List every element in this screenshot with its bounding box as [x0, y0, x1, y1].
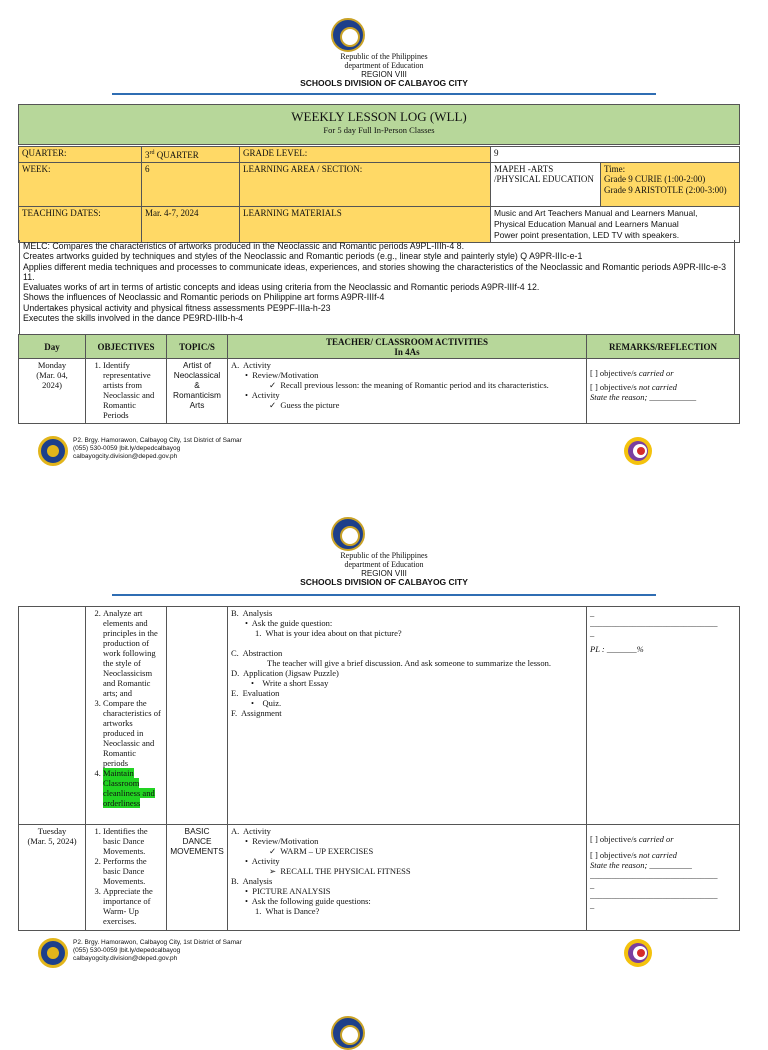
monday-objectives [86, 359, 167, 424]
tuesday-day [19, 825, 86, 931]
lesson-log-table [18, 104, 740, 145]
republic-text: Republic of the Philippines [340, 551, 428, 560]
tuesday-label: Tuesday [37, 826, 67, 836]
deped-text: department of Education [344, 560, 424, 569]
log-subtitle: For 5 day Full In-Person Classes [323, 125, 435, 135]
footer-address-2 [73, 939, 242, 963]
remark-line: ______________________________ [590, 618, 718, 628]
remark-carried: [ ] objective/s [590, 368, 639, 378]
materials-line-1: Music and Art Teachers Manual and Learners Manual, [494, 207, 698, 218]
monday-activities: A. Activity • Review/Motivation ✓ Recall previous lesson: the meaning of Romantic period and its characteristics. • Activity ✓ Guess the picture [228, 359, 587, 424]
dates-value: Mar. 4-7, 2024 [142, 206, 240, 242]
review-item: Review/Motivation [252, 836, 319, 846]
activities-table-2 [18, 606, 740, 931]
evaluation-heading: Evaluation [242, 688, 280, 698]
region-text: REGION VIII [361, 569, 407, 578]
assignment-heading: Assignment [240, 708, 282, 718]
quarter-label: QUARTER: [19, 147, 142, 163]
question-item: What is Dance? [265, 906, 320, 916]
remark-carried-em: carried or [638, 368, 674, 378]
col-objectives: OBJECTIVES [86, 335, 167, 359]
deped-seal-2 [331, 517, 365, 551]
grade-value: 9 [491, 147, 740, 163]
quarter-value: 3rd QUARTER [142, 147, 240, 163]
remark-carried-em: carried or [638, 834, 674, 844]
guide-item: Ask the following guide questions: [251, 896, 371, 906]
remark-not-carried: [ ] objective/s [590, 382, 639, 392]
title-cell [19, 105, 740, 145]
footer-line-1: P2. Brgy. Hamorawon, Calbayog City, 1st District of Samar [73, 939, 242, 946]
info-table [18, 146, 740, 243]
remark-line: ______________________________ [590, 870, 718, 880]
division-logo-2 [38, 938, 68, 968]
guide-item: Ask the guide question: [251, 618, 333, 628]
footer-line-3: calbayogcity.division@deped.gov.ph [73, 453, 178, 460]
time-aristotle: Grade 9 ARISTOTLE (2:00-3:00) [604, 184, 727, 195]
tuesday-date: (Mar. 5, 2024) [27, 836, 77, 846]
week-label: WEEK: [19, 162, 142, 206]
materials-value [491, 206, 740, 242]
melc-block [19, 240, 735, 334]
warmup-item: WARM – UP EXERCISES [280, 846, 374, 856]
region-text: REGION VIII [361, 70, 407, 79]
col-remarks: REMARKS/REFLECTION [587, 335, 740, 359]
col-activities-sub: In 4As [394, 346, 420, 357]
header-rule-2 [112, 594, 656, 596]
cont-day [19, 607, 86, 825]
remark-dash: _ [590, 900, 595, 910]
deped-seal-3 [331, 1016, 365, 1050]
monday-day [19, 359, 86, 424]
quiz-item: Quiz. [262, 698, 282, 708]
materials-line-3: Power point presentation, LED TV with speakers. [494, 229, 680, 240]
footer-line-2: (055) 530-0059 |bit.ly/depedcalbayog [73, 445, 181, 452]
grade-label: GRADE LEVEL: [240, 147, 491, 163]
analysis-heading: Analysis [242, 876, 273, 886]
col-activities [228, 335, 587, 359]
objective-item: 2. Analyze art elements and principles in the production of work following the style of Neoclassicism and Romantic arts; and [103, 608, 163, 698]
tuesday-topic: BASIC DANCE MOVEMENTS [167, 825, 228, 931]
footer-line-1: P2. Brgy. Hamorawon, Calbayog City, 1st District of Samar [73, 437, 242, 444]
monday-topic: Artist of Neoclassical & Romanticism Arts [167, 359, 228, 424]
division-text: SCHOOLS DIVISION OF CALBAYOG CITY [300, 78, 468, 88]
tuesday-remarks [587, 825, 740, 931]
analysis-heading: Analysis [242, 608, 273, 618]
division-logo [38, 436, 68, 466]
log-title: WEEKLY LESSON LOG (WLL) [291, 109, 467, 124]
bagong-pilipinas-logo [623, 436, 653, 466]
picture-analysis-item: PICTURE ANALYSIS [252, 886, 331, 896]
objective-item: 2. Performs the basic Dance Movements. [103, 856, 163, 886]
monday-date: (Mar. 04, [36, 370, 68, 380]
week-value: 6 [142, 162, 240, 206]
footer-line-3: calbayogcity.division@deped.gov.ph [73, 955, 178, 962]
activity-heading: Activity [243, 360, 271, 370]
time-label: Time: [604, 163, 626, 174]
time-curie: Grade 9 CURIE (1:00-2:00) [604, 174, 706, 184]
materials-line-2: Physical Education Manual and Learners Manual [494, 218, 679, 229]
cont-objectives [86, 607, 167, 825]
deped-seal [331, 18, 365, 52]
question-item: What is your idea about on that picture? [265, 628, 402, 638]
recall-item: RECALL THE PHYSICAL FITNESS [280, 866, 411, 876]
recall-item: Recall previous lesson: the meaning of Romantic period and its characteristics. [280, 380, 549, 390]
objective-item: 1. Identify representative artists from Neoclassic and Romantic Periods [103, 360, 163, 420]
remark-not-carried-em: not carried [638, 850, 677, 860]
footer-address [73, 437, 242, 461]
tuesday-objectives [86, 825, 167, 931]
abstraction-text: The teacher will give a brief discussion. And ask someone to summarize the lesson. [267, 658, 551, 668]
objective-item: 3. Appreciate the importance of Warm- Up exercises. [103, 886, 163, 926]
division-text: SCHOOLS DIVISION OF CALBAYOG CITY [300, 577, 468, 587]
area-value-pe: /PHYSICAL EDUCATION [494, 174, 594, 184]
melc-line: MELC: Compares the characteristics of artworks produced in the Neoclassic and Romantic periods A9PL-IIIh-4 8. [23, 241, 465, 251]
melc-line: Applies different media techniques and processes to communicate ideas, experiences, and stories showing the characteristics of the Neoclassic and Romantic periods A9PR-IIIc-e-3 11. [23, 261, 726, 282]
objective-item [103, 768, 163, 808]
activities-table [18, 334, 740, 424]
review-item: Review/Motivation [252, 370, 319, 380]
time-cell [601, 162, 740, 206]
melc-line: Creates artworks guided by techniques and styles of the Neoclassic and Romantic periods (e.g., linear style and painterly style) Q A9PR-IIIc-e-1 [23, 251, 583, 262]
objective-item: 1. Identifies the basic Dance Movements. [103, 826, 163, 856]
remark-not-carried-em: not carried [638, 382, 677, 392]
guess-item: Guess the picture [280, 400, 340, 410]
remark-pl: PL : _______% [590, 644, 644, 654]
activity-heading: Activity [243, 826, 271, 836]
remark-reason: State the reason; __________ [590, 860, 692, 870]
letterhead [284, 52, 484, 88]
objective-item: 3. Compare the characteristics of artworks produced in Neoclassic and Romantic periods [103, 698, 163, 768]
melc-line: Executes the skills involved in the dance PE9RD-IIIb-h-4 [23, 313, 244, 324]
remark-carried: [ ] objective/s [590, 834, 639, 844]
remark-dash: _ [590, 608, 595, 618]
abstraction-heading: Abstraction [242, 648, 283, 658]
tuesday-activities: A. Activity • Review/Motivation ✓ WARM – UP EXERCISES • Activity ➢ RECALL THE PHYSICAL FITNESS B. Analysis • PICTURE ANALYSIS • Ask the following guide questions: 1. What is Dance? [228, 825, 587, 931]
monday-remarks [587, 359, 740, 424]
remark-line: ______________________________ [590, 890, 718, 900]
activity-item: Activity [251, 856, 280, 866]
application-heading: Application (Jigsaw Puzzle) [243, 668, 339, 678]
deped-text: department of Education [344, 61, 424, 70]
col-activities-label: TEACHER/ CLASSROOM ACTIVITIES [325, 336, 489, 347]
cont-remarks [587, 607, 740, 825]
area-label: LEARNING AREA / SECTION: [240, 162, 491, 206]
melc-line: Undertakes physical activity and physical fitness assessments PE9PF-IIIa-h-23 [23, 302, 331, 313]
footer-line-2: (055) 530-0059 |bit.ly/depedcalbayog [73, 947, 181, 954]
activity-item: Activity [251, 390, 280, 400]
cont-topic [167, 607, 228, 825]
monday-label: Monday [37, 360, 67, 370]
area-value-arts: MAPEH -ARTS [494, 163, 554, 174]
monday-year: 2024) [42, 380, 62, 390]
header-rule [112, 93, 656, 95]
dates-label: TEACHING DATES: [19, 206, 142, 242]
remark-dash: _ [590, 880, 595, 890]
highlighted-objective: Maintain Classroom cleanliness and orderliness [103, 768, 155, 808]
essay-item: Write a short Essay [262, 678, 329, 688]
area-value [491, 162, 601, 206]
letterhead-2 [284, 551, 484, 587]
melc-line: Evaluates works of art in terms of artistic concepts and ideas using criteria from the Neoclassic and Romantic periods A9PR-IIIf-4 12. [23, 282, 540, 293]
republic-text: Republic of the Philippines [340, 52, 428, 61]
melc-line: Shows the influences of Neoclassic and Romantic periods on Philippine art forms A9PR-IIIf-4 [23, 292, 385, 303]
cont-activities: B. Analysis • Ask the guide question: 1. What is your idea about on that picture? C. Abstraction The teacher will give a brief discussion. And ask someone to summarize the lesson. D. Application (Jigsaw Puzzle) • Write a short Essay E. Evaluation • Quiz. F. Assignment [228, 607, 587, 825]
col-day: Day [19, 335, 86, 359]
bagong-pilipinas-logo-2 [623, 938, 653, 968]
remark-dash: _ [590, 628, 595, 638]
remark-not-carried: [ ] objective/s [590, 850, 639, 860]
remark-reason: State the reason; ___________ [590, 392, 697, 402]
materials-label: LEARNING MATERIALS [240, 206, 491, 242]
col-topics: TOPIC/S [167, 335, 228, 359]
